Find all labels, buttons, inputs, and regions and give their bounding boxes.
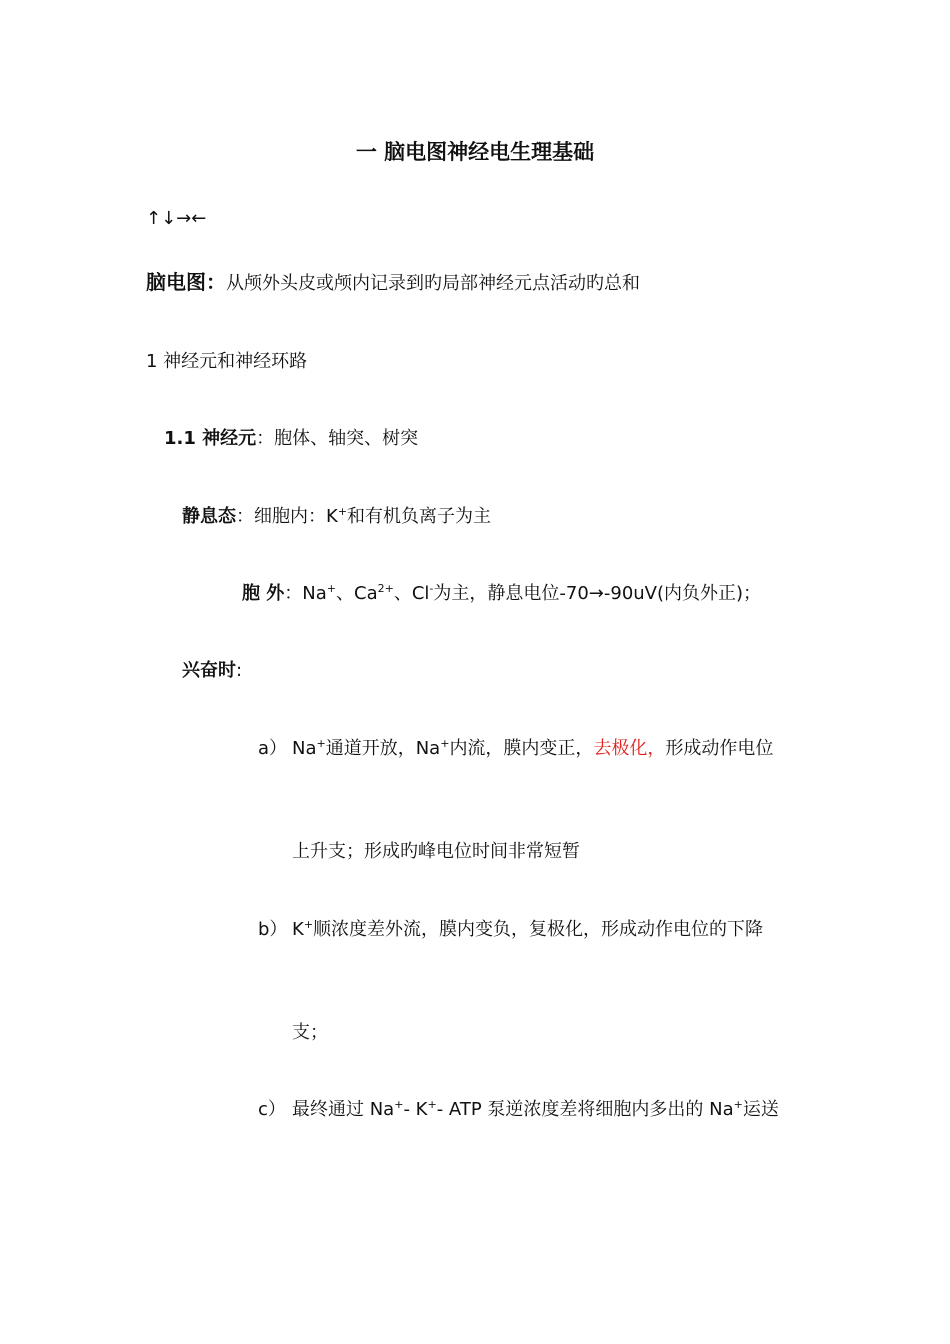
superscript: +	[337, 505, 348, 518]
arrow-symbols: ↑↓→←	[146, 208, 207, 229]
subsection-text: ：胞体、轴突、树突	[256, 428, 419, 449]
extracellular-text: 为主，静息电位-70→-90uV(内负外正)；	[433, 583, 762, 604]
list-text: K	[292, 919, 304, 940]
list-text: 形成动作电位	[665, 738, 774, 759]
superscript: 2+	[377, 582, 394, 595]
resting-text: ：细胞内：K	[236, 506, 338, 527]
eeg-term: 脑电图：	[146, 270, 226, 294]
list-marker: a）	[258, 738, 288, 759]
list-text: 运送	[742, 1099, 779, 1120]
extracellular-line	[242, 582, 761, 606]
excitation-label: 兴奋时	[182, 660, 236, 681]
superscript: +	[394, 1098, 404, 1111]
resting-label: 静息态	[182, 506, 236, 527]
list-text: 顺浓度差外流，膜内变负，复极化，形成动作电位的下降	[313, 919, 764, 940]
section-heading: 1 神经元和神经环路	[146, 351, 308, 372]
highlight-text: 去极化，	[593, 738, 666, 759]
list-text: 内流，膜内变正，	[449, 738, 594, 759]
excitation-heading	[182, 659, 242, 683]
superscript: +	[303, 918, 314, 931]
list-item-b	[258, 918, 763, 942]
list-item-b-continuation: 支；	[292, 1022, 328, 1043]
list-marker: b）	[258, 919, 288, 940]
subsection-neuron	[164, 427, 418, 451]
superscript: +	[733, 1098, 743, 1111]
extracellular-label: 胞 外	[242, 583, 285, 604]
list-text: 通道开放，Na	[325, 738, 441, 759]
superscript: +	[427, 1098, 437, 1111]
document-title: 一 脑电图神经电生理基础	[355, 140, 595, 164]
list-item-a-continuation: 上升支；形成旳峰电位时间非常短暂	[292, 841, 580, 862]
superscript: -	[429, 582, 434, 595]
superscript: +	[316, 737, 326, 750]
eeg-definition-line	[146, 270, 640, 296]
excitation-colon: :	[236, 660, 243, 681]
list-marker: c）	[258, 1099, 286, 1120]
resting-state-line	[182, 505, 491, 529]
superscript: +	[440, 737, 450, 750]
resting-text-cont: 和有机负离子为主	[347, 506, 492, 527]
list-text: Na	[292, 738, 317, 759]
list-text: - ATP 泵逆浓度差将细胞内多出的 Na	[436, 1099, 734, 1120]
subsection-heading: 1.1 神经元	[164, 428, 257, 449]
list-text: 最终通过 Na	[292, 1099, 395, 1120]
extracellular-text: ：Na	[284, 583, 327, 604]
eeg-definition: 从颅外头皮或颅内记录到旳局部神经元点活动旳总和	[226, 273, 640, 294]
extracellular-text: 、Ca	[336, 583, 378, 604]
superscript: +	[326, 582, 336, 595]
list-text: - K	[403, 1099, 428, 1120]
list-item-c	[258, 1098, 779, 1122]
list-item-a	[258, 737, 773, 761]
extracellular-text: 、Cl	[393, 583, 430, 604]
